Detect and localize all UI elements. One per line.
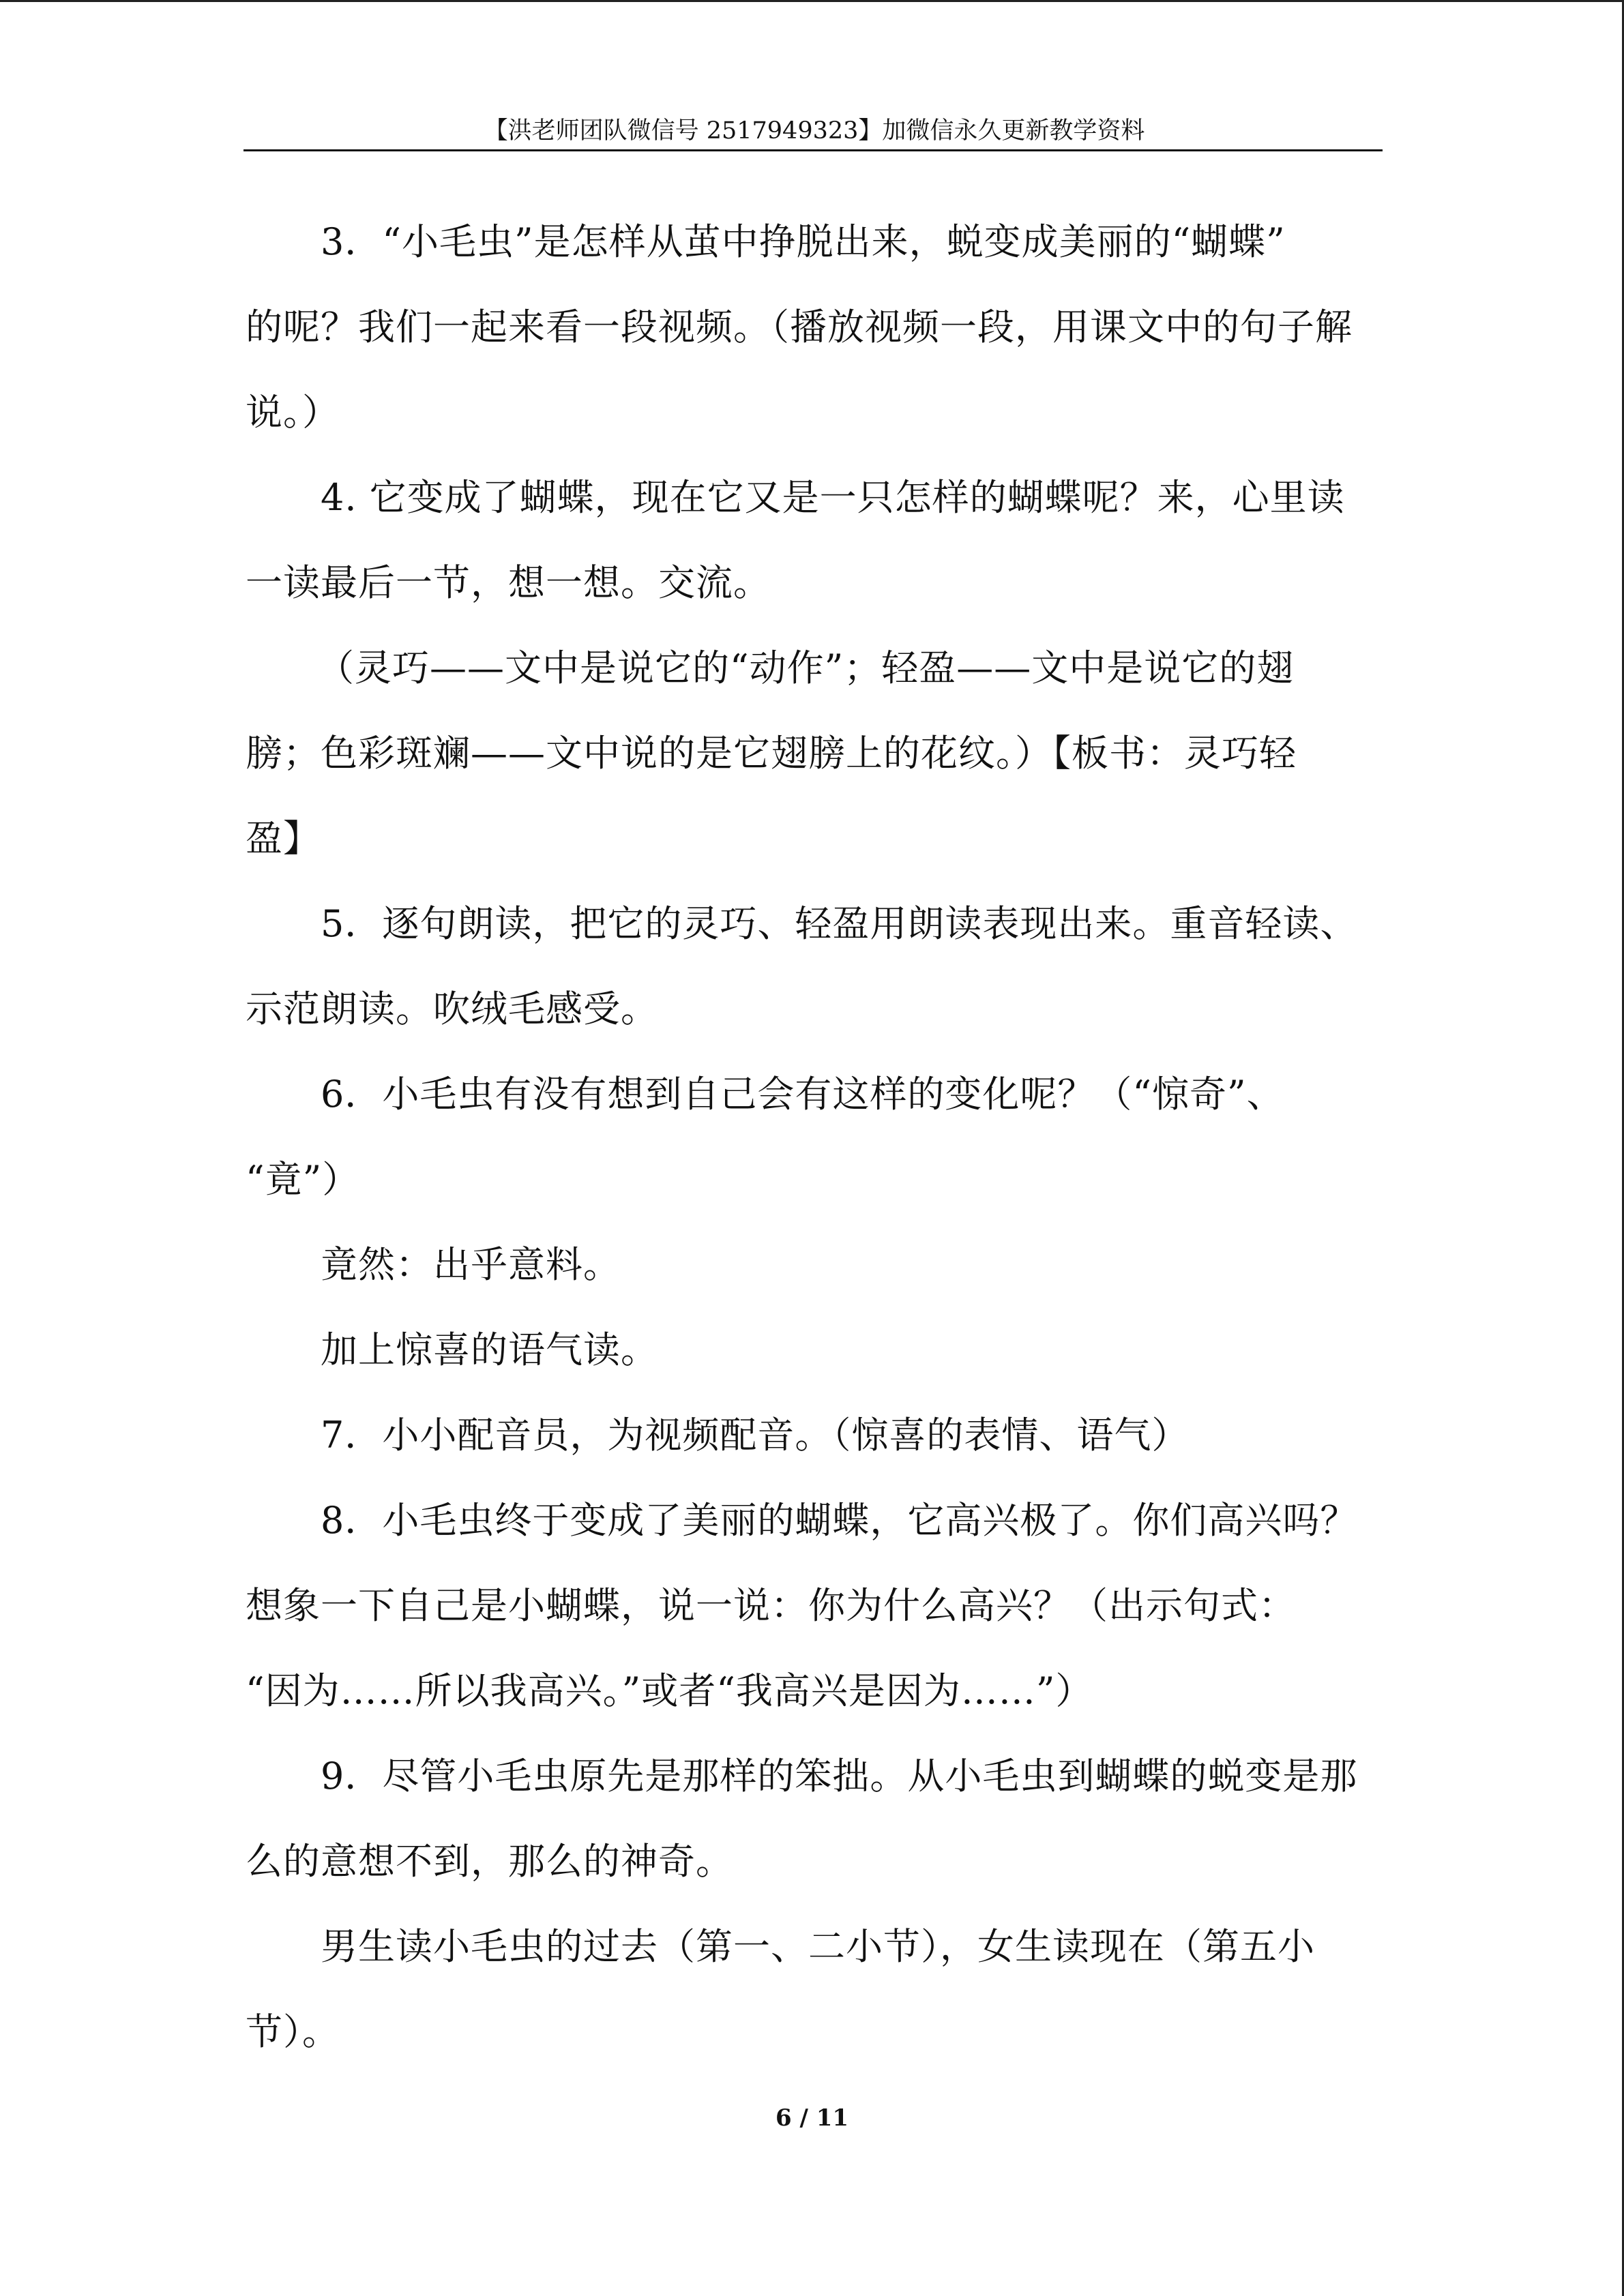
document-body — [246, 199, 1381, 2074]
paragraph-line: 的呢？我们一起来看一段视频。（播放视频一段，用课文中的句子解 — [246, 305, 1353, 348]
header-divider — [243, 149, 1383, 151]
paragraph-line: 说。） — [246, 391, 340, 434]
paragraph-line: 男生读小毛虫的过去（第一、二小节），女生读现在（第五小 — [321, 1925, 1315, 1968]
page-number: 6 / 11 — [775, 2104, 849, 2132]
paragraph-line: 膀；色彩斑斓——文中说的是它翅膀上的花纹。）【板书：灵巧轻 — [246, 732, 1297, 775]
paragraph-line: “竟”） — [246, 1158, 360, 1201]
paragraph-line: 竟然：出乎意料。 — [321, 1243, 621, 1286]
paragraph-line: 9．尽管小毛虫原先是那样的笨拙。从小毛虫到蝴蝶的蜕变是那 — [321, 1755, 1358, 1798]
paragraph-line: 一读最后一节，想一想。交流。 — [246, 561, 771, 604]
paragraph-line: 么的意想不到，那么的神奇。 — [246, 1840, 733, 1883]
paragraph-line: 3．“小毛虫”是怎样从茧中挣脱出来，蜕变成美丽的“蝴蝶” — [321, 220, 1286, 263]
paragraph-line: （灵巧——文中是说它的“动作”；轻盈——文中是说它的翅 — [317, 646, 1295, 689]
paragraph-line: 想象一下自己是小蝴蝶，说一说：你为什么高兴？（出示句式： — [246, 1584, 1296, 1627]
page-border-top — [0, 0, 1624, 2]
page-header: 【洪老师团队微信号 2517949323】加微信永久更新教学资料 — [484, 117, 1145, 145]
paragraph-line: 5．逐句朗读，把它的灵巧、轻盈用朗读表现出来。重音轻读、 — [321, 902, 1358, 945]
paragraph-line: 节）。 — [246, 2010, 340, 2053]
paragraph-line: 示范朗读。吹绒毛感受。 — [246, 987, 658, 1030]
paragraph-line: 8．小毛虫终于变成了美丽的蝴蝶，它高兴极了。你们高兴吗？ — [321, 1499, 1358, 1542]
paragraph-line: 4. 它变成了蝴蝶，现在它又是一只怎样的蝴蝶呢？来，心里读 — [321, 476, 1345, 519]
paragraph-line: 加上惊喜的语气读。 — [321, 1328, 658, 1371]
paragraph-line: “因为……所以我高兴。”或者“我高兴是因为……”） — [246, 1669, 1093, 1712]
paragraph-line: 盈】 — [246, 817, 321, 860]
paragraph-line: 7．小小配音员，为视频配音。（惊喜的表情、语气） — [321, 1414, 1190, 1457]
paragraph-line: 6．小毛虫有没有想到自己会有这样的变化呢？（“惊奇”、 — [321, 1073, 1284, 1116]
